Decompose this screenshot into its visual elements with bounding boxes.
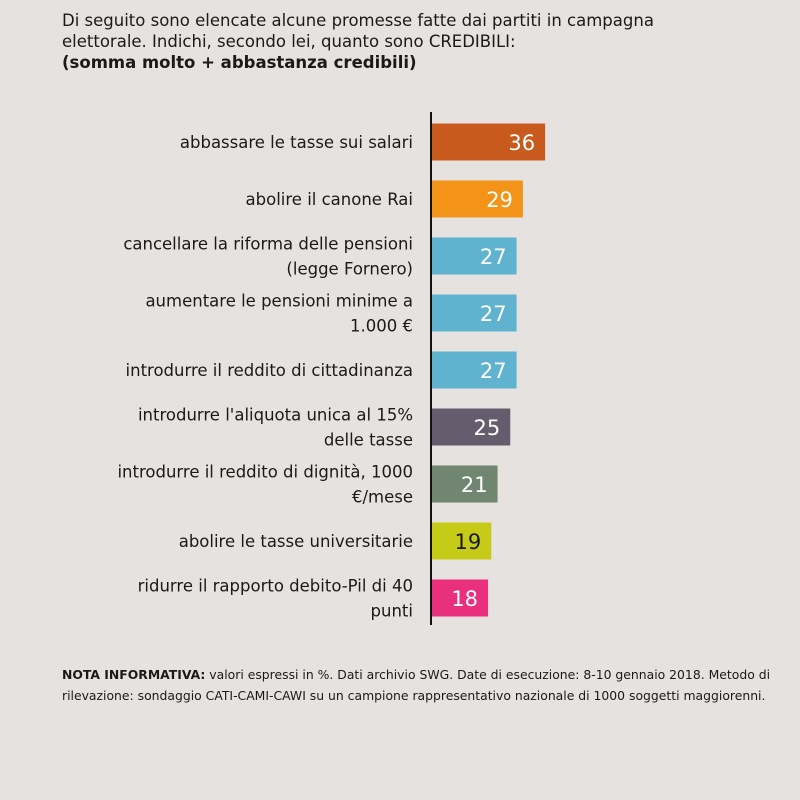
- note-label: NOTA INFORMATIVA:: [62, 667, 206, 682]
- value-label: 27: [479, 245, 507, 269]
- info-note: [62, 664, 782, 706]
- chart-subtitle: (somma molto + abbastanza credibili): [62, 53, 417, 72]
- value-label: 18: [451, 587, 479, 611]
- category-label: introdurre il reddito di cittadinanza: [125, 361, 413, 380]
- category-label: (legge Fornero): [286, 259, 413, 279]
- value-label: 19: [454, 530, 482, 554]
- category-label: ridurre il rapporto debito-Pil di 40: [137, 576, 413, 596]
- category-label: 1.000 €: [350, 316, 413, 336]
- category-label: €/mese: [351, 487, 413, 507]
- category-label: abolire le tasse universitarie: [178, 532, 413, 551]
- category-label: introdurre il reddito di dignità, 1000: [117, 462, 413, 482]
- note-text: valori espressi in %. Dati archivio SWG. Date di esecuzione: 8-10 gennaio 2018. Metodo di rilevazione: sondaggio CATI-CAMI-CAWI su un campione rappresentativo nazionale di 1000 soggetti maggiorenni.: [62, 667, 771, 703]
- value-label: 21: [460, 473, 488, 497]
- category-label: cancellare la riforma delle pensioni: [123, 234, 413, 254]
- category-label: delle tasse: [323, 430, 413, 450]
- value-label: 29: [486, 188, 513, 212]
- question-line-2: elettorale. Indichi, secondo lei, quanto sono CREDIBILI:: [62, 32, 516, 51]
- question-line-1: Di seguito sono elencate alcune promesse fatte dai partiti in campagna: [62, 11, 654, 30]
- value-label: 27: [479, 302, 507, 326]
- category-label: punti: [370, 601, 413, 621]
- category-label: abolire il canone Rai: [245, 190, 413, 209]
- value-label: 27: [479, 359, 507, 383]
- category-label: introdurre l'aliquota unica al 15%: [137, 405, 413, 425]
- category-label: abbassare le tasse sui salari: [179, 133, 413, 152]
- value-label: 36: [508, 131, 536, 155]
- category-label: aumentare le pensioni minime a: [145, 291, 413, 311]
- value-label: 25: [473, 416, 501, 440]
